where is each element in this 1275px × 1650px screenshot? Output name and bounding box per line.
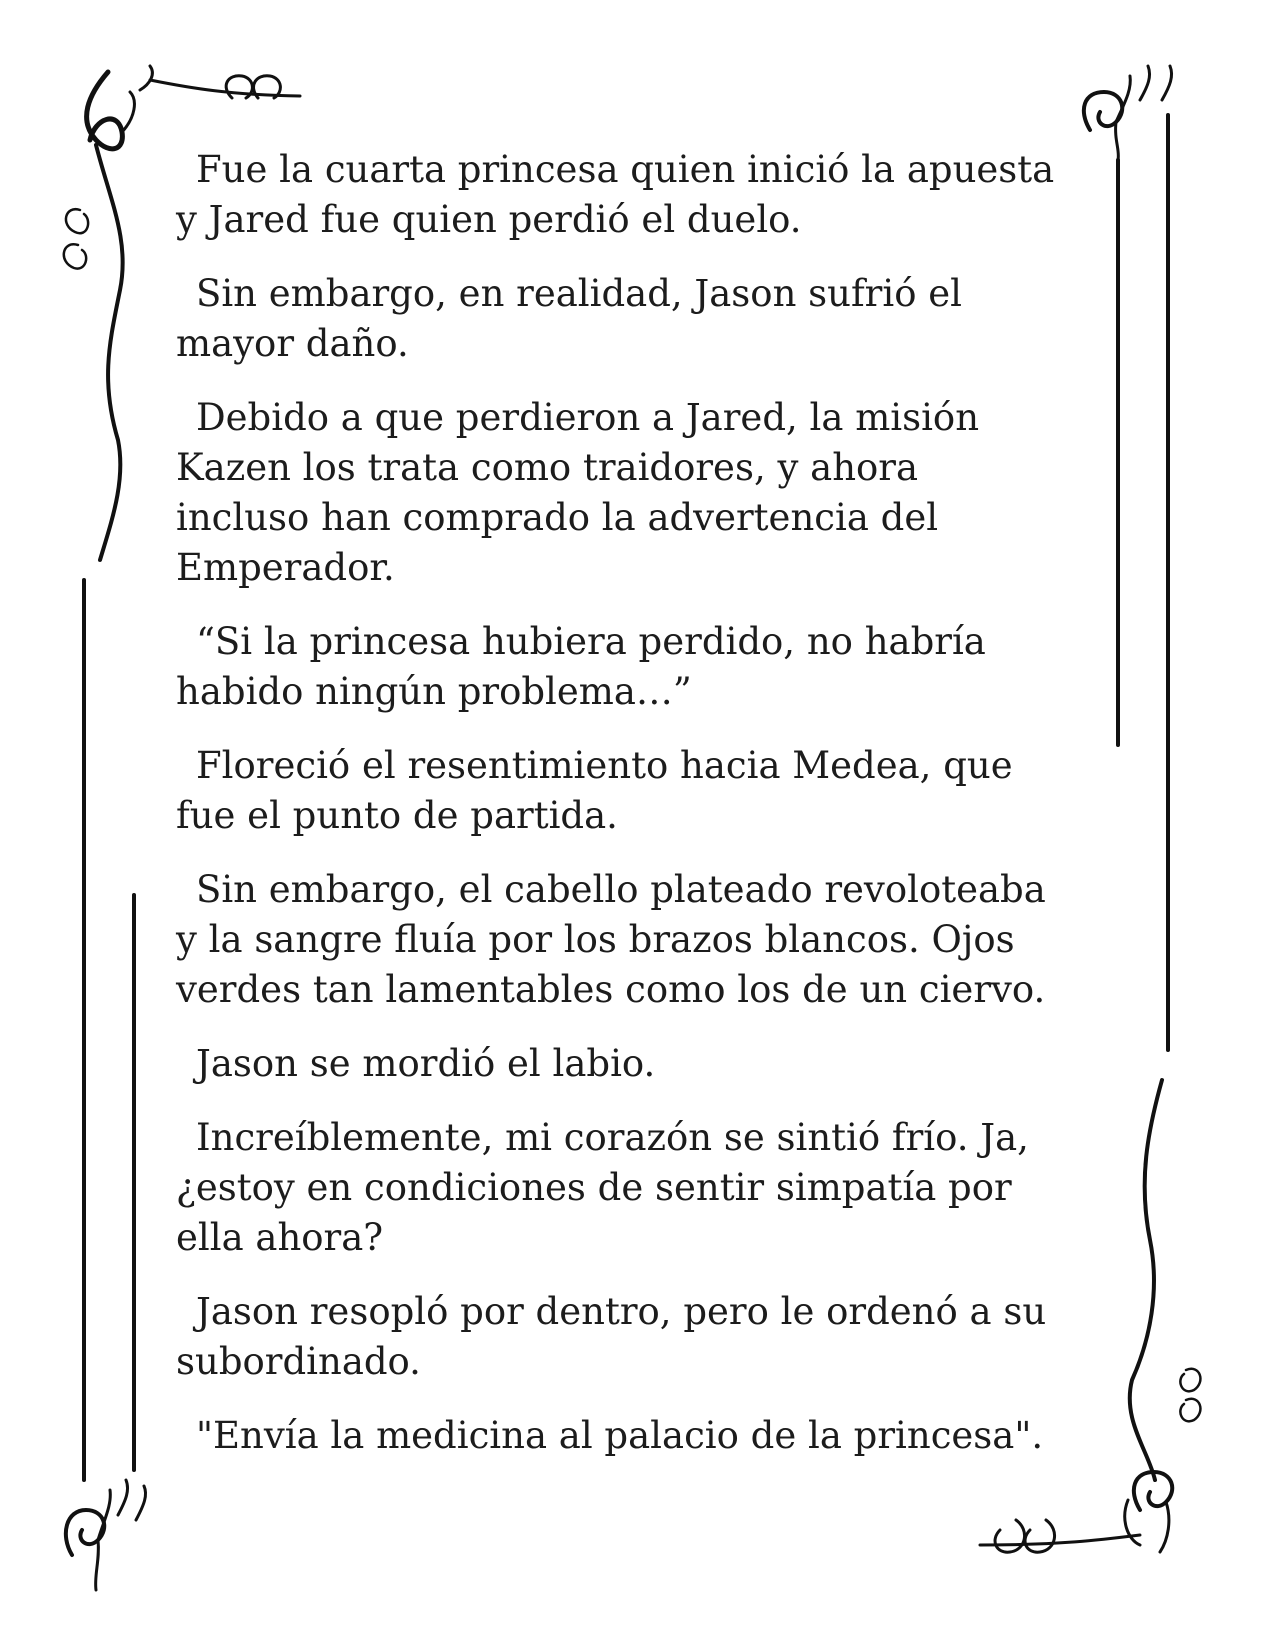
paragraph-5: [176, 741, 1076, 841]
story-text: [176, 145, 1076, 1485]
text-line: fue el punto de partida.: [176, 794, 618, 837]
text-line: Sin embargo, el cabello plateado revoloteaba: [196, 868, 1046, 911]
text-line: Kazen los trata como traidores, y ahora: [176, 446, 919, 489]
text-line: ella ahora?: [176, 1216, 384, 1259]
text-line: “Si la princesa hubiera perdido, no habría: [196, 620, 986, 663]
text-line: Jason se mordió el labio.: [196, 1042, 656, 1085]
text-line: ¿estoy en condiciones de sentir simpatía por: [176, 1166, 1012, 1209]
text-line: mayor daño.: [176, 322, 409, 365]
paragraph-3: [176, 393, 1076, 593]
flourish-bottom-left: [66, 1480, 146, 1590]
paragraph-7: [176, 1039, 1076, 1089]
paragraph-1: [176, 145, 1076, 245]
text-line: habido ningún problema…”: [176, 670, 692, 713]
text-line: subordinado.: [176, 1340, 421, 1383]
text-line: "Envía la medicina al palacio de la princesa".: [196, 1414, 1044, 1457]
text-line: Debido a que perdieron a Jared, la misión: [196, 396, 980, 439]
paragraph-6: [176, 865, 1076, 1015]
text-line: Increíblemente, mi corazón se sintió frío. Ja,: [196, 1116, 1029, 1159]
text-line: Floreció el resentimiento hacia Medea, que: [196, 744, 1013, 787]
text-line: y la sangre fluía por los brazos blancos. Ojos: [176, 918, 1015, 961]
paragraph-10: [176, 1411, 1076, 1461]
paragraph-2: [176, 269, 1076, 369]
text-line: Jason resopló por dentro, pero le ordenó a su: [196, 1290, 1047, 1333]
text-line: verdes tan lamentables como los de un ciervo.: [176, 968, 1046, 1011]
flourish-top-right: [1084, 66, 1172, 160]
text-line: y Jared fue quien perdió el duelo.: [176, 198, 802, 241]
text-line: incluso han comprado la advertencia del: [176, 496, 939, 539]
text-line: Sin embargo, en realidad, Jason sufrió el: [196, 272, 962, 315]
paragraph-9: [176, 1287, 1076, 1387]
paragraph-8: [176, 1113, 1076, 1263]
paragraph-4: [176, 617, 1076, 717]
text-line: Fue la cuarta princesa quien inició la apuesta: [196, 148, 1055, 191]
text-line: Emperador.: [176, 546, 395, 589]
